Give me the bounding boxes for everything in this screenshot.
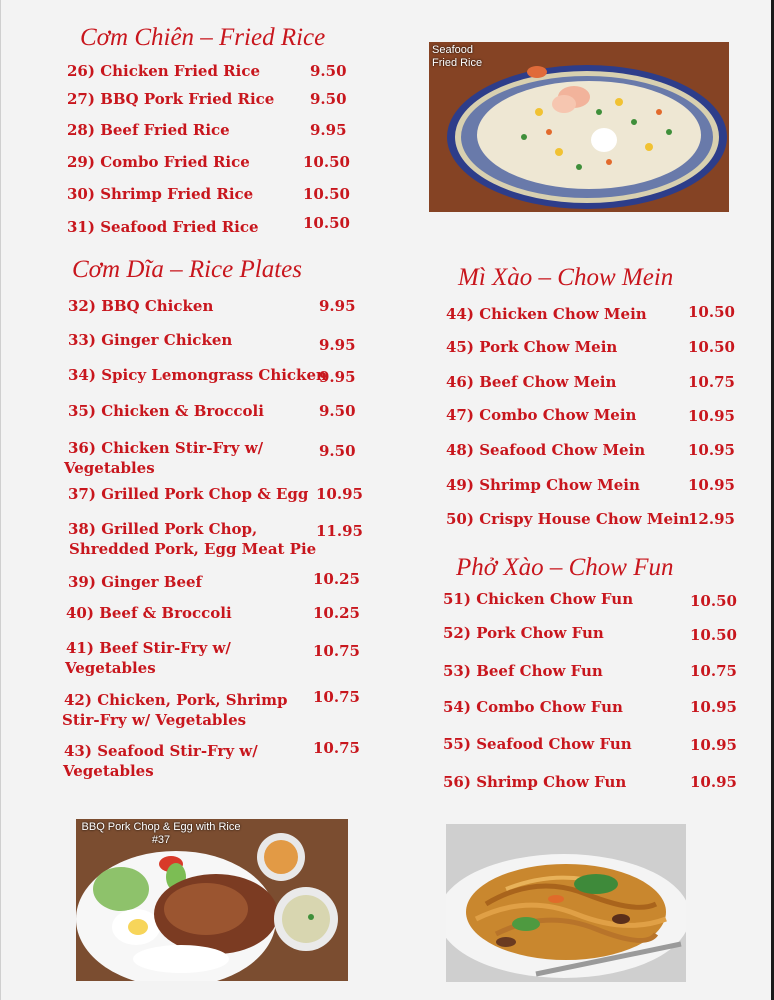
menu-item-price: 10.50 bbox=[688, 338, 735, 356]
menu-item-price: 10.75 bbox=[313, 642, 360, 660]
photo-caption bbox=[432, 44, 482, 70]
menu-item-price: 9.95 bbox=[319, 336, 356, 354]
menu-item-name: 45) Pork Chow Mein bbox=[446, 338, 618, 356]
menu-item-36 bbox=[64, 438, 358, 478]
menu-item-name: 39) Ginger Beef bbox=[68, 573, 202, 591]
menu-item-name: 52) Pork Chow Fun bbox=[443, 624, 604, 642]
menu-item-price: 10.95 bbox=[688, 441, 735, 459]
menu-item-43 bbox=[63, 739, 360, 781]
menu-item-price: 10.95 bbox=[690, 698, 737, 716]
section-title-chow-mein: Mì Xào – Chow Mein bbox=[458, 264, 674, 291]
menu-item-name: 26) Chicken Fried Rice bbox=[67, 62, 261, 80]
chow-mein-image bbox=[446, 824, 686, 982]
photo-caption bbox=[81, 821, 241, 847]
menu-item-price: 10.75 bbox=[688, 373, 735, 391]
menu-item-name: 55) Seafood Chow Fun bbox=[443, 735, 632, 753]
menu-item-name: 38) Grilled Pork Chop, bbox=[68, 520, 258, 538]
menu-item-name-line2: Stir-Fry w/ Vegetables bbox=[62, 711, 247, 729]
menu-item-41 bbox=[65, 638, 360, 678]
menu-item-name: 29) Combo Fried Rice bbox=[67, 153, 250, 171]
menu-item-price: 10.95 bbox=[690, 773, 737, 791]
menu-item-price: 10.95 bbox=[690, 736, 737, 754]
menu-item-name-line2: Vegetables bbox=[63, 762, 154, 780]
menu-item-name: 50) Crispy House Chow Mein bbox=[446, 510, 690, 528]
menu-item-name: 43) Seafood Stir-Fry w/ bbox=[64, 742, 258, 760]
menu-item-price: 9.95 bbox=[319, 368, 356, 386]
menu-item-name: 31) Seafood Fried Rice bbox=[67, 218, 259, 236]
menu-item-name-line2: Vegetables bbox=[64, 459, 155, 477]
chow-mein-photo bbox=[446, 824, 686, 982]
menu-item-price: 10.50 bbox=[690, 626, 737, 644]
menu-item-name: 27) BBQ Pork Fried Rice bbox=[67, 90, 275, 108]
menu-item-price: 10.50 bbox=[690, 592, 737, 610]
menu-item-price: 9.50 bbox=[310, 62, 347, 80]
menu-item-price: 10.75 bbox=[313, 688, 360, 706]
menu-item-price: 10.50 bbox=[303, 214, 350, 232]
menu-item-name-line2: Vegetables bbox=[65, 659, 156, 677]
menu-item-name: 36) Chicken Stir-Fry w/ bbox=[68, 439, 264, 457]
menu-item-38 bbox=[68, 519, 363, 559]
menu-item-name: 40) Beef & Broccoli bbox=[66, 604, 232, 622]
menu-item-price: 10.95 bbox=[688, 476, 735, 494]
menu-item-price: 10.50 bbox=[303, 185, 350, 203]
menu-item-name: 44) Chicken Chow Mein bbox=[446, 305, 647, 323]
section-title-fried-rice: Cơm Chiên – Fried Rice bbox=[80, 24, 326, 51]
menu-item-price: 9.95 bbox=[319, 297, 356, 315]
menu-item-price: 11.95 bbox=[316, 522, 363, 540]
menu-item-name: 32) BBQ Chicken bbox=[68, 297, 214, 315]
menu-item-name: 49) Shrimp Chow Mein bbox=[446, 476, 640, 494]
menu-item-name: 53) Beef Chow Fun bbox=[443, 662, 603, 680]
menu-item-name: 35) Chicken & Broccoli bbox=[68, 402, 264, 420]
photo-caption-line1: Seafood bbox=[432, 44, 473, 56]
menu-item-price: 10.75 bbox=[690, 662, 737, 680]
menu-item-price: 10.75 bbox=[313, 739, 360, 757]
menu-item-name: 56) Shrimp Chow Fun bbox=[443, 773, 627, 791]
menu-item-price: 9.50 bbox=[319, 442, 356, 460]
menu-item-name: 37) Grilled Pork Chop & Egg bbox=[68, 485, 309, 503]
page-left-edge bbox=[0, 0, 1, 1000]
menu-item-price: 10.95 bbox=[316, 485, 363, 503]
photo-caption-line1: BBQ Pork Chop & Egg with Rice bbox=[81, 821, 241, 833]
menu-item-name: 28) Beef Fried Rice bbox=[67, 121, 230, 139]
section-title-rice-plates: Cơm Dĩa – Rice Plates bbox=[72, 256, 302, 283]
menu-item-name: 51) Chicken Chow Fun bbox=[443, 590, 634, 608]
seafood-fried-rice-photo bbox=[429, 42, 729, 212]
menu-item-price: 10.95 bbox=[688, 407, 735, 425]
menu-item-price: 12.95 bbox=[688, 510, 735, 528]
menu-item-price: 10.50 bbox=[303, 153, 350, 171]
menu-item-price: 9.95 bbox=[310, 121, 347, 139]
section-title-chow-fun: Phở Xào – Chow Fun bbox=[456, 554, 674, 581]
menu-item-name: 42) Chicken, Pork, Shrimp bbox=[64, 691, 288, 709]
menu-item-price: 10.50 bbox=[688, 303, 735, 321]
photo-caption-line2: #37 bbox=[151, 834, 171, 846]
menu-item-price: 10.25 bbox=[313, 604, 360, 622]
photo-caption-line2: Fried Rice bbox=[432, 57, 483, 69]
menu-item-42 bbox=[62, 688, 360, 730]
menu-item-name: 41) Beef Stir-Fry w/ bbox=[66, 639, 231, 657]
menu-item-price: 10.25 bbox=[313, 570, 360, 588]
menu-item-name: 48) Seafood Chow Mein bbox=[446, 441, 646, 459]
menu-item-price: 9.50 bbox=[310, 90, 347, 108]
menu-item-name-line2: Shredded Pork, Egg Meat Pie bbox=[69, 540, 317, 558]
bbq-pork-chop-photo bbox=[76, 819, 348, 981]
menu-item-name: 30) Shrimp Fried Rice bbox=[67, 185, 254, 203]
menu-item-name: 47) Combo Chow Mein bbox=[446, 406, 637, 424]
menu-item-price: 9.50 bbox=[319, 402, 356, 420]
menu-item-name: 54) Combo Chow Fun bbox=[443, 698, 623, 716]
menu-item-name: 33) Ginger Chicken bbox=[68, 331, 233, 349]
menu-item-name: 46) Beef Chow Mein bbox=[446, 373, 617, 391]
menu-item-name: 34) Spicy Lemongrass Chicken bbox=[68, 366, 327, 384]
